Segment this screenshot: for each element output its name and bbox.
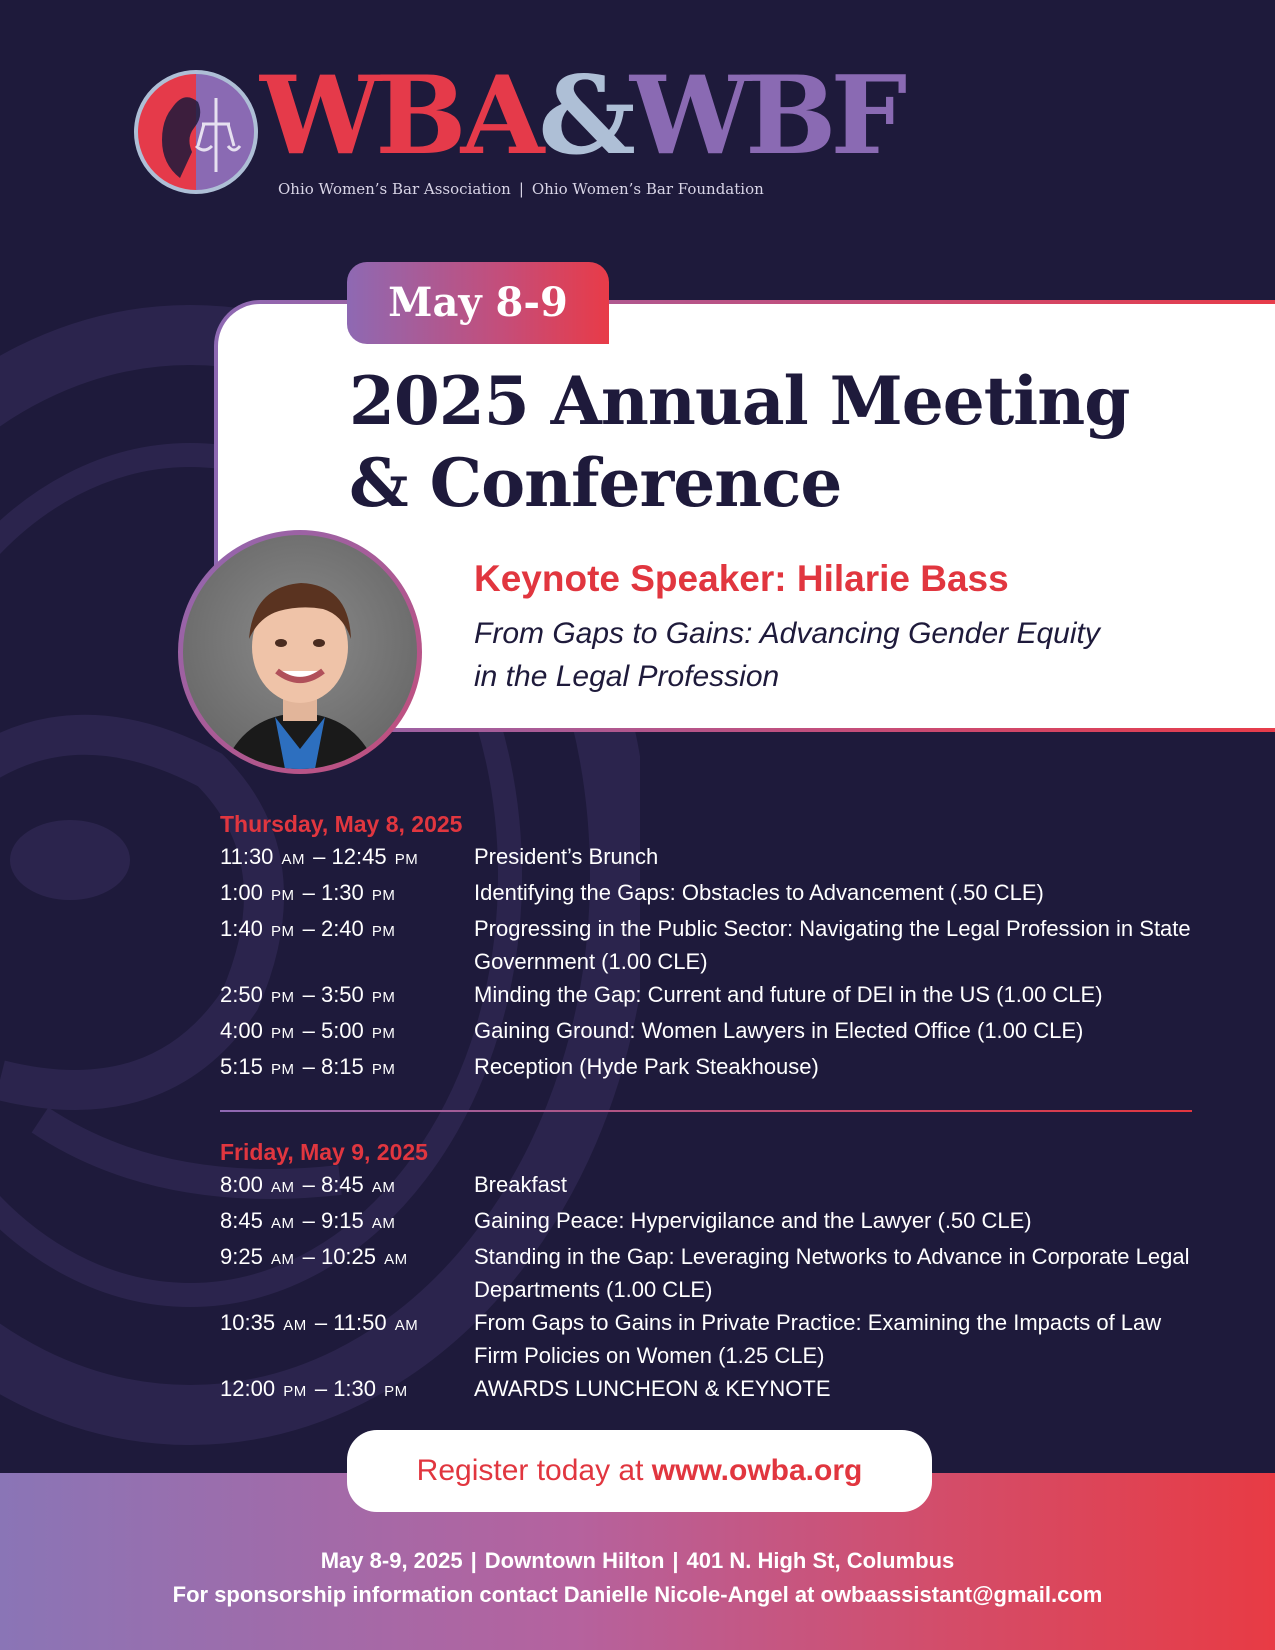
- start-time: 9:25: [220, 1244, 263, 1269]
- start-ampm: PM: [270, 1061, 295, 1078]
- start-time: 11:30: [220, 844, 274, 869]
- time-dash: –: [302, 982, 315, 1007]
- time-range: [220, 1014, 474, 1050]
- logo-wba: WBA: [260, 53, 539, 179]
- start-time: 12:00: [220, 1376, 276, 1401]
- start-ampm: AM: [270, 1215, 295, 1232]
- time-dash: –: [302, 1054, 315, 1079]
- time-range: [220, 840, 474, 876]
- time-dash: –: [313, 844, 326, 869]
- start-ampm: AM: [270, 1179, 295, 1196]
- footer-date: May 8-9, 2025: [320, 1548, 463, 1573]
- end-time: 12:45: [331, 844, 387, 869]
- keynote-speaker: Keynote Speaker: Hilarie Bass: [474, 558, 1009, 599]
- time-dash: –: [314, 1310, 328, 1335]
- end-time: 9:15: [320, 1208, 364, 1233]
- logo-subtitle: [278, 180, 764, 198]
- session-title: Breakfast: [474, 1172, 567, 1197]
- time-dash: –: [302, 916, 315, 941]
- talk-title-line1: From Gaps to Gains: Advancing Gender Equity: [474, 617, 1100, 650]
- start-time: 10:35: [220, 1310, 276, 1335]
- schedule-row: [220, 1372, 1195, 1408]
- session-title: Progressing in the Public Sector: Navigating the Legal Profession in State Government (1.00 CLE): [474, 916, 1191, 974]
- end-time: 1:30: [320, 880, 364, 905]
- end-ampm: PM: [371, 1025, 396, 1042]
- logo-sub-foundation: Ohio Women’s Bar Foundation: [531, 180, 764, 198]
- end-ampm: AM: [394, 1317, 419, 1334]
- time-range: [220, 1050, 474, 1086]
- schedule-row: [220, 876, 1195, 912]
- schedule-row: [220, 912, 1195, 978]
- register-banner[interactable]: [347, 1430, 932, 1512]
- wba-wbf-logo: [132, 53, 902, 208]
- time-dash: –: [302, 1018, 315, 1043]
- schedule-row: [220, 1204, 1195, 1240]
- end-time: 1:30: [333, 1376, 377, 1401]
- footer-address: 401 N. High St, Columbus: [686, 1548, 955, 1573]
- lady-justice-seal-icon: [132, 68, 260, 196]
- schedule-row: [220, 978, 1195, 1014]
- time-dash: –: [314, 1376, 328, 1401]
- start-ampm: AM: [270, 1251, 295, 1268]
- end-ampm: AM: [384, 1251, 408, 1268]
- talk-title-line2: in the Legal Profession: [474, 660, 780, 693]
- day-divider: [220, 1110, 1192, 1112]
- start-time: 2:50: [220, 982, 263, 1007]
- time-dash: –: [302, 1172, 315, 1197]
- speaker-photo-frame: [178, 530, 422, 774]
- footer-separator: |: [470, 1548, 477, 1573]
- end-ampm: PM: [371, 887, 396, 904]
- day-heading-thursday: Thursday, May 8, 2025: [220, 811, 463, 837]
- event-title: [349, 360, 1129, 524]
- start-ampm: PM: [270, 887, 295, 904]
- time-range: [220, 1168, 474, 1204]
- end-ampm: PM: [371, 1061, 396, 1078]
- event-title-line1: 2025 Annual Meeting: [349, 362, 1130, 440]
- time-range: [220, 1372, 474, 1408]
- start-time: 5:15: [220, 1054, 263, 1079]
- speaker-portrait-icon: [183, 535, 417, 769]
- end-time: 8:45: [320, 1172, 364, 1197]
- session-title: Minding the Gap: Current and future of DEI in the US (1.00 CLE): [474, 982, 1103, 1007]
- end-ampm: PM: [371, 989, 396, 1006]
- start-time: 8:00: [220, 1172, 263, 1197]
- time-dash: –: [302, 880, 315, 905]
- start-ampm: AM: [281, 851, 306, 868]
- time-range: [220, 912, 474, 978]
- schedule: [220, 808, 1195, 1408]
- time-range: [220, 1306, 474, 1372]
- start-time: 8:45: [220, 1208, 263, 1233]
- footer-venue: Downtown Hilton: [484, 1548, 665, 1573]
- day-heading-friday: Friday, May 9, 2025: [220, 1139, 428, 1165]
- start-ampm: PM: [270, 923, 295, 940]
- register-link[interactable]: www.owba.org: [651, 1454, 863, 1487]
- time-range: [220, 876, 474, 912]
- end-ampm: PM: [371, 923, 396, 940]
- end-ampm: AM: [371, 1215, 396, 1232]
- time-dash: –: [302, 1208, 315, 1233]
- schedule-row: [220, 1050, 1195, 1086]
- start-time: 4:00: [220, 1018, 263, 1043]
- end-ampm: PM: [384, 1383, 408, 1400]
- end-time: 2:40: [320, 916, 364, 941]
- start-ampm: PM: [270, 989, 295, 1006]
- session-title: From Gaps to Gains in Private Practice: Examining the Impacts of Law Firm Policies on Women (1.25 CLE): [474, 1310, 1162, 1368]
- time-range: [220, 1204, 474, 1240]
- end-time: 3:50: [320, 982, 364, 1007]
- logo-wordmark: [260, 53, 902, 179]
- schedule-row: [220, 1240, 1195, 1306]
- footer-sponsorship: For sponsorship information contact Danielle Nicole-Angel at owbaassistant@gmail.com: [172, 1582, 1103, 1607]
- time-range: [220, 978, 474, 1014]
- start-ampm: PM: [270, 1025, 295, 1042]
- session-title: Standing in the Gap: Leveraging Networks to Advance in Corporate Legal Departments (1.00 CLE): [474, 1244, 1190, 1302]
- end-time: 10:25: [320, 1244, 377, 1269]
- start-ampm: PM: [283, 1383, 307, 1400]
- end-ampm: PM: [394, 851, 419, 868]
- logo-ampersand: &: [538, 53, 630, 179]
- start-time: 1:40: [220, 916, 263, 941]
- event-title-line2: & Conference: [349, 444, 842, 522]
- session-title: President’s Brunch: [474, 844, 659, 869]
- footer-info: [0, 1544, 1275, 1612]
- schedule-row: [220, 840, 1195, 876]
- session-title: Gaining Ground: Women Lawyers in Elected Office (1.00 CLE): [474, 1018, 1084, 1043]
- start-ampm: AM: [283, 1317, 307, 1334]
- end-ampm: AM: [371, 1179, 396, 1196]
- session-title: Gaining Peace: Hypervigilance and the Lawyer (.50 CLE): [474, 1208, 1032, 1233]
- time-range: [220, 1240, 474, 1306]
- end-time: 8:15: [320, 1054, 364, 1079]
- session-title: Identifying the Gaps: Obstacles to Advancement (.50 CLE): [474, 880, 1044, 905]
- footer-separator: |: [672, 1548, 679, 1573]
- logo-sub-separator: |: [518, 180, 524, 198]
- keynote-talk-title: [474, 612, 1194, 698]
- schedule-row: [220, 1014, 1195, 1050]
- end-time: 11:50: [333, 1310, 387, 1335]
- schedule-row: [220, 1306, 1195, 1372]
- logo-sub-association: Ohio Women’s Bar Association: [278, 180, 511, 198]
- schedule-row: [220, 1168, 1195, 1204]
- footer-event-line: [0, 1544, 1275, 1578]
- speaker-photo: [183, 535, 417, 769]
- start-time: 1:00: [220, 880, 263, 905]
- register-text: Register today at: [416, 1454, 652, 1487]
- session-title: Reception (Hyde Park Steakhouse): [474, 1054, 819, 1079]
- logo-wbf: WBF: [629, 53, 902, 179]
- end-time: 5:00: [320, 1018, 364, 1043]
- time-dash: –: [302, 1244, 315, 1269]
- event-date-tab: May 8-9: [347, 262, 609, 344]
- session-title: AWARDS LUNCHEON & KEYNOTE: [474, 1376, 831, 1401]
